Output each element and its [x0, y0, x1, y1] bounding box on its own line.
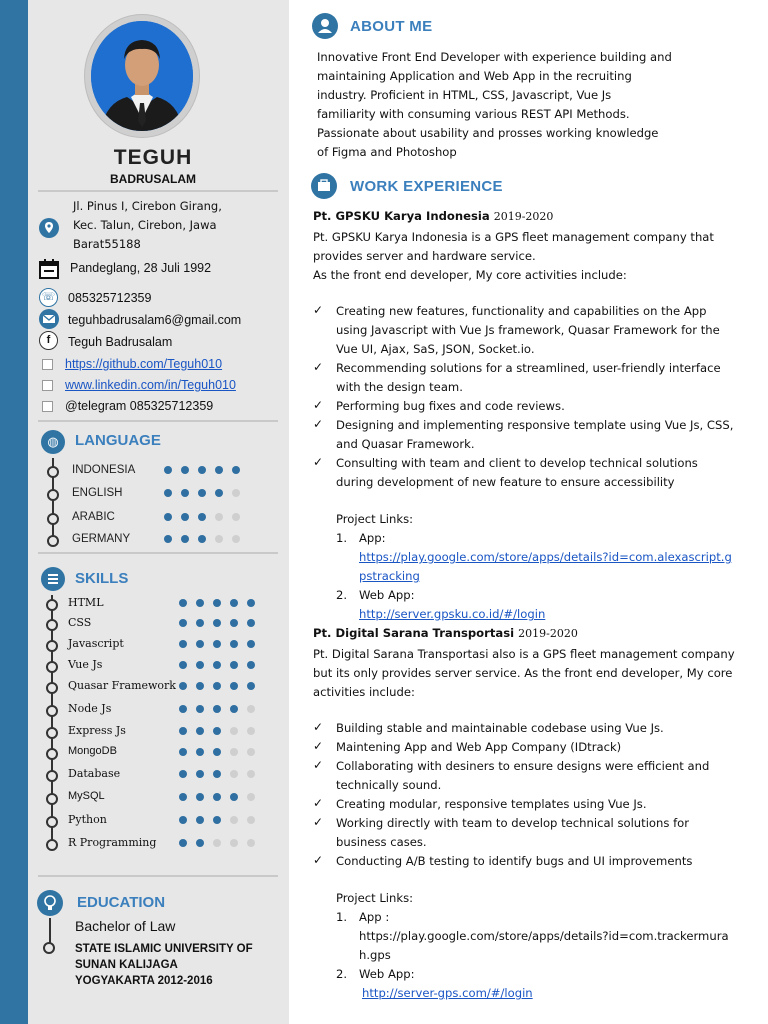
level-dot: [196, 816, 204, 824]
link-number: 1.: [336, 531, 348, 545]
level-dot: [198, 489, 206, 497]
timeline-dot: [46, 661, 58, 673]
skills-timeline: [51, 595, 53, 847]
level-dot: [164, 489, 172, 497]
skill-name: MySQL: [68, 790, 105, 802]
level-dot: [213, 619, 221, 627]
bullet-text: using Javascript with Vue Js framework, Quasar Framework for the: [336, 323, 720, 337]
level-dot: [179, 661, 187, 669]
check-icon: ✓: [313, 815, 324, 829]
project-link[interactable]: pstracking: [359, 569, 420, 583]
level-dot: [179, 705, 187, 713]
level-dot: [213, 816, 221, 824]
linkedin-link[interactable]: www.linkedin.com/in/Teguh010: [65, 378, 236, 392]
company-description: activities include:: [313, 685, 415, 699]
project-link[interactable]: https://play.google.com/store/apps/details?id=com.alexascript.g: [359, 550, 732, 564]
skill-name: Vue Js: [68, 658, 103, 671]
name-first: TEGUH: [113, 146, 193, 169]
company-description: Pt. Digital Sarana Transportasi also is a GPS fleet management company: [313, 647, 735, 661]
link-label: App:: [359, 531, 386, 545]
skill-name: Express Js: [68, 724, 126, 737]
timeline-dot: [46, 816, 58, 828]
level-dot: [179, 770, 187, 778]
level-dot: [247, 793, 255, 801]
level-dot: [215, 513, 223, 521]
divider: [38, 552, 278, 554]
level-dot: [196, 705, 204, 713]
github-link[interactable]: https://github.com/Teguh010: [65, 357, 223, 371]
bullet-text: Building stable and maintainable codebase using Vue Js.: [336, 721, 664, 735]
skill-name: Python: [68, 813, 107, 826]
level-dot: [179, 682, 187, 690]
work-title: WORK EXPERIENCE: [350, 178, 503, 195]
timeline-dot: [46, 839, 58, 851]
profile-photo-frame: [84, 14, 200, 138]
timeline-dot: [47, 513, 59, 525]
level-dot: [196, 682, 204, 690]
level-dot: [179, 727, 187, 735]
level-dot: [247, 682, 255, 690]
skill-level: [179, 770, 255, 778]
check-icon: ✓: [313, 417, 324, 431]
link-number: 2.: [336, 588, 348, 602]
project-link[interactable]: http://server-gps.com/#/login: [362, 986, 533, 1000]
check-icon: ✓: [313, 303, 324, 317]
language-name: GERMANY: [72, 533, 131, 545]
timeline-dot: [43, 942, 55, 954]
level-dot: [179, 599, 187, 607]
bullet-text: Recommending solutions for a streamlined, user-friendly interface: [336, 361, 721, 375]
project-link[interactable]: h.gps: [359, 948, 391, 962]
divider: [38, 875, 278, 877]
level-dot: [230, 661, 238, 669]
level-dot: [247, 816, 255, 824]
level-dot: [179, 748, 187, 756]
timeline-dot: [46, 705, 58, 717]
level-dot: [230, 682, 238, 690]
level-dot: [247, 839, 255, 847]
level-dot: [215, 535, 223, 543]
location-pin-icon: [39, 218, 59, 238]
main-content: [289, 0, 768, 1024]
calendar-icon: [39, 259, 59, 279]
education-school: [75, 941, 253, 989]
bullet-text: during development of new feature to ensure accessibility: [336, 475, 675, 489]
language-title: LANGUAGE: [75, 432, 161, 449]
user-icon: [312, 13, 338, 39]
level-dot: [164, 513, 172, 521]
email-address[interactable]: teguhbadrusalam6@gmail.com: [68, 313, 242, 327]
check-icon: ✓: [313, 796, 324, 810]
link-number: 1.: [336, 910, 348, 924]
level-dot: [230, 748, 238, 756]
company-description: provides server and hardware service.: [313, 249, 536, 263]
level-dot: [247, 705, 255, 713]
level-dot: [230, 793, 238, 801]
level-dot: [196, 839, 204, 847]
sidebar: [28, 0, 289, 1024]
bullet-text: Vue UI, Ajax, SaS, JSON, Socket.io.: [336, 342, 535, 356]
skill-level: [179, 748, 255, 756]
bullet-text: Conducting A/B testing to identify bugs and UI improvements: [336, 854, 693, 868]
level-dot: [232, 466, 240, 474]
skill-level: [179, 682, 255, 690]
level-dot: [181, 535, 189, 543]
level-dot: [213, 682, 221, 690]
company-title: Pt. Digital Sarana Transportasi: [313, 626, 515, 640]
telegram-icon: [42, 401, 53, 412]
bullet-text: and Quasar Framework.: [336, 437, 475, 451]
skill-name: R Programming: [68, 836, 157, 849]
bullet-text: Creating modular, responsive templates using Vue Js.: [336, 797, 647, 811]
level-dot: [213, 705, 221, 713]
skill-level: [179, 727, 255, 735]
level-dot: [230, 839, 238, 847]
timeline-dot: [46, 682, 58, 694]
list-icon: [41, 567, 65, 591]
skill-level: [179, 816, 255, 824]
project-link[interactable]: https://play.google.com/store/apps/details?id=com.trackermura: [359, 929, 729, 943]
skill-level: [179, 793, 255, 801]
language-level: [164, 535, 240, 543]
link-number: 2.: [336, 967, 348, 981]
skill-name: Javascript: [68, 637, 124, 650]
level-dot: [179, 793, 187, 801]
level-dot: [164, 466, 172, 474]
level-dot: [232, 535, 240, 543]
timeline-dot: [46, 770, 58, 782]
divider: [38, 420, 278, 422]
timeline-dot: [47, 489, 59, 501]
globe-icon: ◍: [41, 430, 65, 454]
email-icon: [39, 309, 59, 329]
skill-name: Node Js: [68, 702, 112, 715]
company-description: Pt. GPSKU Karya Indonesia is a GPS fleet management company that: [313, 230, 714, 244]
level-dot: [213, 640, 221, 648]
lightbulb-icon: [37, 890, 63, 916]
level-dot: [196, 770, 204, 778]
facebook-icon: f: [39, 331, 58, 350]
skill-name: CSS: [68, 616, 92, 629]
bullet-text: business cases.: [336, 835, 427, 849]
company-description: but its only provides server service. As the front end developer, My core: [313, 666, 733, 680]
timeline-dot: [46, 727, 58, 739]
level-dot: [230, 599, 238, 607]
company-title: Pt. GPSKU Karya Indonesia: [313, 209, 490, 223]
about-line: of Figma and Photoshop: [317, 145, 457, 159]
timeline-dot: [46, 619, 58, 631]
level-dot: [247, 727, 255, 735]
skill-level: [179, 705, 255, 713]
left-accent-stripe: [0, 0, 28, 1024]
level-dot: [179, 816, 187, 824]
level-dot: [247, 661, 255, 669]
company-years: 2019-2020: [518, 627, 578, 640]
level-dot: [232, 513, 240, 521]
level-dot: [196, 661, 204, 669]
level-dot: [179, 640, 187, 648]
check-icon: ✓: [313, 360, 324, 374]
level-dot: [181, 466, 189, 474]
project-link[interactable]: http://server.gpsku.co.id/#/login: [359, 607, 546, 621]
level-dot: [198, 535, 206, 543]
divider: [38, 190, 278, 192]
level-dot: [213, 839, 221, 847]
level-dot: [230, 727, 238, 735]
link-label: App :: [359, 910, 390, 924]
about-line: Innovative Front End Developer with experience building and: [317, 50, 672, 64]
linkedin-icon: [42, 380, 53, 391]
level-dot: [230, 705, 238, 713]
level-dot: [179, 839, 187, 847]
level-dot: [247, 599, 255, 607]
school-line: SUNAN KALIJAGA: [75, 959, 178, 971]
language-level: [164, 466, 240, 474]
address: [73, 197, 222, 254]
level-dot: [196, 793, 204, 801]
education-degree: Bachelor of Law: [75, 918, 176, 934]
skill-name: MongoDB: [68, 745, 117, 757]
level-dot: [247, 748, 255, 756]
level-dot: [247, 619, 255, 627]
level-dot: [213, 748, 221, 756]
level-dot: [230, 619, 238, 627]
check-icon: ✓: [313, 398, 324, 412]
level-dot: [198, 466, 206, 474]
level-dot: [196, 619, 204, 627]
address-line: Kec. Talun, Cirebon, Jawa: [73, 218, 217, 232]
bullet-text: Performing bug fixes and code reviews.: [336, 399, 565, 413]
level-dot: [215, 466, 223, 474]
timeline-dot: [46, 640, 58, 652]
level-dot: [213, 793, 221, 801]
about-line: familiarity with consuming various REST API Methods.: [317, 107, 630, 121]
company-name: [313, 209, 553, 223]
profile-photo: [91, 21, 193, 131]
school-line: YOGYAKARTA 2012-2016: [75, 975, 213, 987]
language-name: ENGLISH: [72, 487, 123, 499]
about-line: Passionate about usability and prosses working knowledge: [317, 126, 659, 140]
language-name: INDONESIA: [72, 464, 136, 476]
skills-title: SKILLS: [75, 570, 129, 587]
check-icon: ✓: [313, 739, 324, 753]
level-dot: [196, 748, 204, 756]
skill-name: Quasar Framework: [68, 679, 176, 692]
bullet-text: Maintening App and Web App Company (IDtrack): [336, 740, 622, 754]
level-dot: [213, 727, 221, 735]
bullet-text: Designing and implementing responsive template using Vue Js, CSS,: [336, 418, 734, 432]
skill-level: [179, 661, 255, 669]
bullet-text: Consulting with team and client to develop technical solutions: [336, 456, 698, 470]
level-dot: [213, 770, 221, 778]
timeline-dot: [47, 466, 59, 478]
link-label: Web App:: [359, 588, 415, 602]
timeline-dot: [46, 793, 58, 805]
skill-level: [179, 599, 255, 607]
about-title: ABOUT ME: [350, 18, 433, 35]
facebook-name[interactable]: Teguh Badrusalam: [68, 335, 173, 349]
name-last: BADRUSALAM: [110, 172, 196, 186]
about-line: industry. Proficient in HTML, CSS, Javascript, Vue Js: [317, 88, 612, 102]
timeline-dot: [46, 599, 58, 611]
skill-level: [179, 619, 255, 627]
address-line: Jl. Pinus I, Cirebon Girang,: [73, 199, 222, 213]
timeline-dot: [46, 748, 58, 760]
level-dot: [230, 770, 238, 778]
level-dot: [213, 661, 221, 669]
language-level: [164, 513, 240, 521]
briefcase-icon: [311, 173, 337, 199]
bullet-text: Working directly with team to develop technical solutions for: [336, 816, 690, 830]
about-text: [317, 48, 672, 162]
education-title: EDUCATION: [77, 894, 166, 911]
check-icon: ✓: [313, 758, 324, 772]
level-dot: [179, 619, 187, 627]
birth-info: Pandeglang, 28 Juli 1992: [70, 261, 212, 275]
school-line: STATE ISLAMIC UNIVERSITY OF: [75, 943, 253, 955]
level-dot: [247, 770, 255, 778]
level-dot: [181, 513, 189, 521]
skill-name: Database: [68, 767, 121, 780]
about-line: maintaining Application and Web App in the recruiting: [317, 69, 632, 83]
project-links-label: Project Links:: [336, 891, 414, 905]
level-dot: [213, 599, 221, 607]
level-dot: [164, 535, 172, 543]
company-name: [313, 626, 578, 640]
level-dot: [196, 727, 204, 735]
project-links-label: Project Links:: [336, 512, 414, 526]
check-icon: ✓: [313, 853, 324, 867]
address-line: Barat55188: [73, 237, 141, 251]
level-dot: [232, 489, 240, 497]
bullet-text: with the design team.: [336, 380, 463, 394]
phone-number: 085325712359: [68, 291, 152, 305]
company-description: As the front end developer, My core activities include:: [313, 268, 627, 282]
check-icon: ✓: [313, 720, 324, 734]
level-dot: [196, 640, 204, 648]
bullet-text: Collaborating with desiners to ensure designs were efficient and: [336, 759, 710, 773]
github-icon: [42, 359, 53, 370]
level-dot: [247, 640, 255, 648]
check-icon: ✓: [313, 455, 324, 469]
level-dot: [230, 640, 238, 648]
skill-level: [179, 839, 255, 847]
bullet-text: technically sound.: [336, 778, 442, 792]
level-dot: [196, 599, 204, 607]
language-level: [164, 489, 240, 497]
company-years: 2019-2020: [493, 210, 554, 223]
level-dot: [198, 513, 206, 521]
phone-icon: ☏: [39, 288, 58, 307]
link-label: Web App:: [359, 967, 415, 981]
language-name: ARABIC: [72, 511, 115, 523]
bullet-text: Creating new features, functionality and capabilities on the App: [336, 304, 707, 318]
level-dot: [181, 489, 189, 497]
skill-level: [179, 640, 255, 648]
telegram-info[interactable]: @telegram 085325712359: [65, 399, 214, 413]
level-dot: [230, 816, 238, 824]
skill-name: HTML: [68, 596, 104, 609]
timeline-dot: [47, 535, 59, 547]
level-dot: [215, 489, 223, 497]
